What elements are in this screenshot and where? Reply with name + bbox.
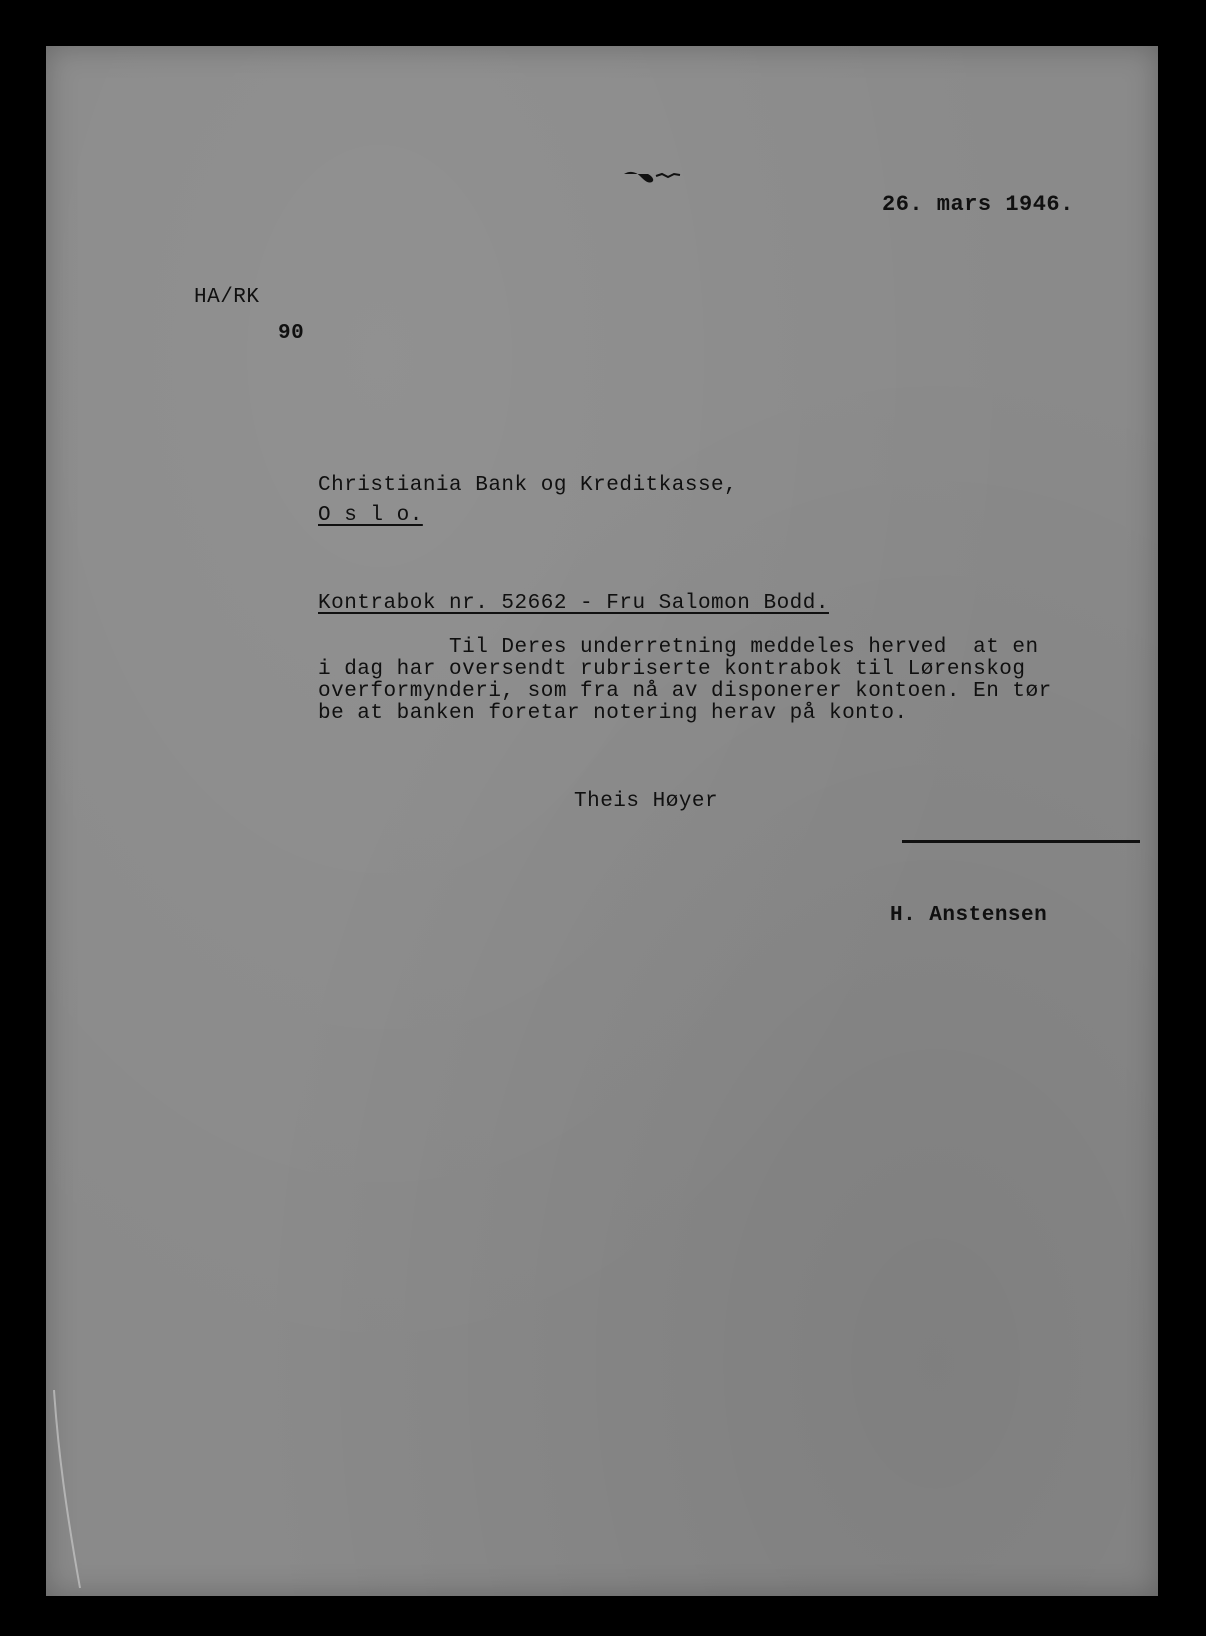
reference-code: HA/RK (194, 286, 260, 309)
film-scratch (50, 1390, 90, 1590)
recipient-city: O s l o. (318, 504, 423, 527)
letter-page (46, 46, 1158, 1596)
signatory-name: H. Anstensen (890, 904, 1048, 927)
letter-date: 26. mars 1946. (882, 192, 1074, 217)
file-number: 90 (278, 322, 305, 345)
closing-name: Theis Høyer (574, 790, 719, 813)
subject-line: Kontrabok nr. 52662 - Fru Salomon Bodd. (318, 592, 829, 615)
body-line: be at banken foretar notering herav på konto. (318, 702, 908, 725)
body-line: overformynderi, som fra nå av disponerer kontoen. En tør (318, 680, 1052, 703)
signature-line (902, 840, 1140, 843)
body-line: i dag har oversendt rubriserte kontrabok til Lørenskog (318, 658, 1026, 681)
body-line: Til Deres underretning meddeles herved at en (318, 636, 1039, 659)
ink-mark (622, 168, 682, 190)
recipient-name: Christiania Bank og Kreditkasse, (318, 474, 738, 497)
